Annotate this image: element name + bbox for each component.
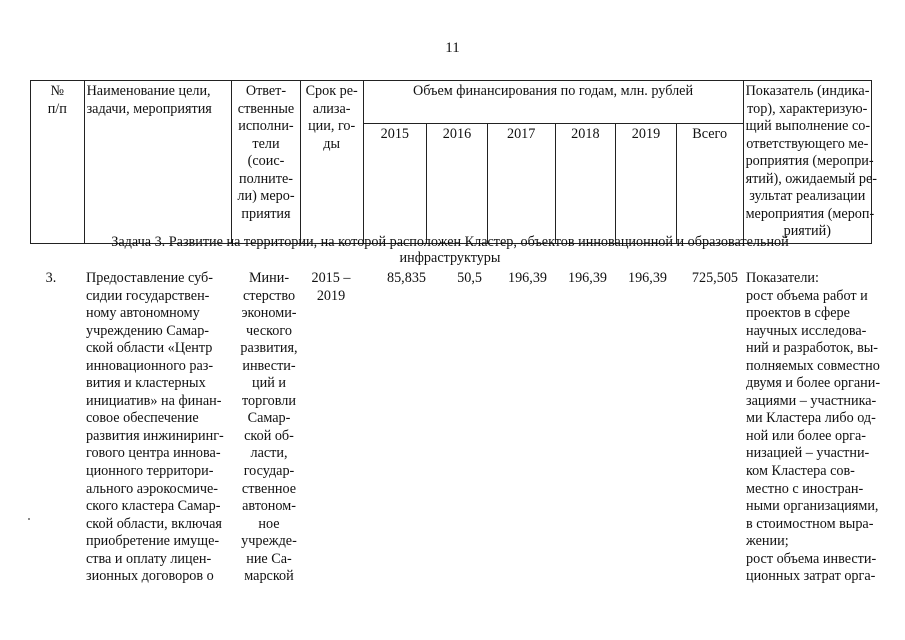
text-line: ального аэрокосмиче-	[86, 480, 218, 497]
text-line: ственные	[237, 100, 295, 117]
text-line: 2019	[316, 287, 346, 304]
header-year-2015: 2015	[363, 123, 427, 243]
scan-speck	[28, 518, 30, 520]
row-value-2016: 50,5	[457, 270, 482, 286]
header-year-2016: 2016	[427, 123, 488, 243]
text-line: автоном-	[242, 498, 296, 515]
text-line: Срок ре-	[305, 83, 358, 99]
text-line: ятий), ожидаемый ре-	[745, 170, 878, 187]
text-line: вития и кластерных	[86, 375, 206, 392]
text-line: ской области «Центр	[86, 340, 213, 357]
header-total: Всего	[676, 123, 743, 243]
text-line: двумя и более органи-	[746, 375, 881, 392]
header-indicator	[743, 81, 878, 244]
text-line: Наименование цели,	[86, 83, 211, 99]
row-term	[306, 270, 356, 305]
header-year-2019: 2019	[616, 123, 677, 243]
text-line: полните-	[238, 170, 293, 187]
text-line: Ответ-	[245, 83, 287, 99]
text-line: проектов в сфере	[746, 305, 850, 322]
text-line: учрежде-	[241, 533, 297, 550]
text-line: местно с иностран-	[746, 480, 864, 497]
task-heading	[60, 235, 840, 266]
text-line: ние Са-	[246, 550, 292, 567]
row-indicator	[746, 270, 886, 586]
text-line: тор), характеризую-	[747, 100, 868, 117]
program-table-header	[30, 80, 878, 244]
text-line: в стоимостном выра-	[746, 515, 874, 532]
text-line: гового центра иннова-	[86, 445, 221, 462]
row-value-2017: 196,39	[507, 270, 547, 286]
text-line: жении;	[746, 533, 789, 550]
text-line: зультат реализации	[749, 188, 866, 204]
row-value-2015: 85,835	[386, 270, 426, 286]
text-line: ционного территори-	[86, 463, 214, 480]
text-line: Самар-	[247, 410, 291, 427]
text-line: ства и оплату лицен-	[86, 550, 212, 567]
text-line: ной или более орга-	[746, 427, 867, 444]
text-line: ды	[323, 135, 341, 152]
text-line: приобретение имуще-	[86, 533, 220, 550]
text-line: ное	[258, 515, 280, 532]
text-line: низацией – участни-	[746, 445, 870, 462]
header-funding: Объем финансирования по годам, млн. рублей	[363, 81, 743, 124]
text-line: задачи, мероприятия	[86, 100, 212, 117]
text-line: ответствующего ме-	[746, 135, 869, 152]
text-line: ализа-	[312, 100, 351, 117]
text-line: ции, го-	[308, 118, 356, 134]
text-line: ственное	[241, 480, 297, 497]
page-number: 11	[445, 40, 460, 56]
text-line: учреждению Самар-	[86, 322, 210, 339]
text-line: совое обеспечение	[86, 410, 199, 427]
header-year-2018: 2018	[555, 123, 616, 243]
text-line: рост объема инвести-	[746, 550, 877, 567]
text-line: ской об-	[244, 427, 294, 444]
text-line: Мини-	[248, 270, 290, 286]
text-line: инновационного раз-	[86, 357, 214, 374]
text-line: инициатив» на финан-	[86, 392, 222, 409]
text-line: Показатели:	[746, 270, 819, 286]
text-line: исполни-	[238, 118, 294, 134]
text-line: роприятия (меропри-	[745, 153, 874, 169]
text-line: торговли	[242, 392, 296, 409]
text-line: ческого	[246, 322, 292, 339]
text-line: ний и разработок, вы-	[746, 340, 879, 357]
text-line: Показатель (индика-	[745, 83, 870, 99]
text-line: полняемых совместно	[746, 357, 880, 374]
header-num	[31, 81, 85, 244]
text-line: ному автономному	[86, 305, 200, 322]
header-term	[300, 81, 363, 244]
row-name	[86, 270, 236, 586]
text-line: экономи-	[241, 305, 297, 322]
text-line: ского кластера Самар-	[86, 498, 221, 515]
header-name	[84, 81, 232, 244]
text-line: зациями – участника-	[746, 392, 877, 409]
row-number: 3.	[45, 270, 57, 286]
text-line: мероприятия (мероп-	[745, 205, 875, 222]
text-line: развития инжиниринг-	[86, 427, 224, 444]
text-line: сидии государствен-	[86, 287, 210, 304]
text-line: приятия	[241, 205, 291, 222]
header-executors	[232, 81, 301, 244]
text-line: государ-	[243, 463, 295, 480]
text-line: ласти,	[250, 445, 288, 462]
task-heading-line1: Задача 3. Развитие на территории, на которой расположен Кластер, объектов инновационной и образовательной	[111, 234, 789, 250]
text-line: развития,	[240, 340, 298, 357]
text-line: ли) меро-	[237, 188, 295, 204]
text-line: инвести-	[242, 357, 296, 374]
row-value-2019: 196,39	[627, 270, 667, 286]
text-line: ций и	[252, 375, 286, 392]
text-line: зионных договоров о	[86, 568, 214, 585]
text-line: стерство	[242, 287, 296, 304]
text-line: ской области, включая	[86, 515, 222, 532]
header-year-2017: 2017	[487, 123, 555, 243]
text-line: Предоставление суб-	[86, 270, 213, 286]
task-heading-line2: инфраструктуры	[399, 249, 501, 266]
text-line: 2015 –	[311, 270, 351, 286]
text-line: марской	[244, 568, 294, 585]
text-line: №	[50, 83, 65, 99]
text-line: риятий)	[783, 223, 831, 239]
text-line: ционных затрат орга-	[746, 568, 876, 585]
text-line: ными организациями,	[746, 498, 879, 515]
text-line: п/п	[47, 100, 67, 117]
text-line: научных исследова-	[746, 322, 867, 339]
text-line: рост объема работ и	[746, 287, 868, 304]
table-row	[30, 270, 880, 640]
row-executors	[238, 270, 300, 586]
text-line: тели	[252, 135, 280, 152]
text-line: щий выполнение со-	[745, 118, 871, 134]
row-value-2018: 196,39	[567, 270, 607, 286]
text-line: ми Кластера либо од-	[746, 410, 876, 427]
text-line: ком Кластера сов-	[746, 463, 855, 480]
row-value-total: 725,505	[691, 270, 738, 286]
text-line: (соис-	[247, 153, 285, 169]
